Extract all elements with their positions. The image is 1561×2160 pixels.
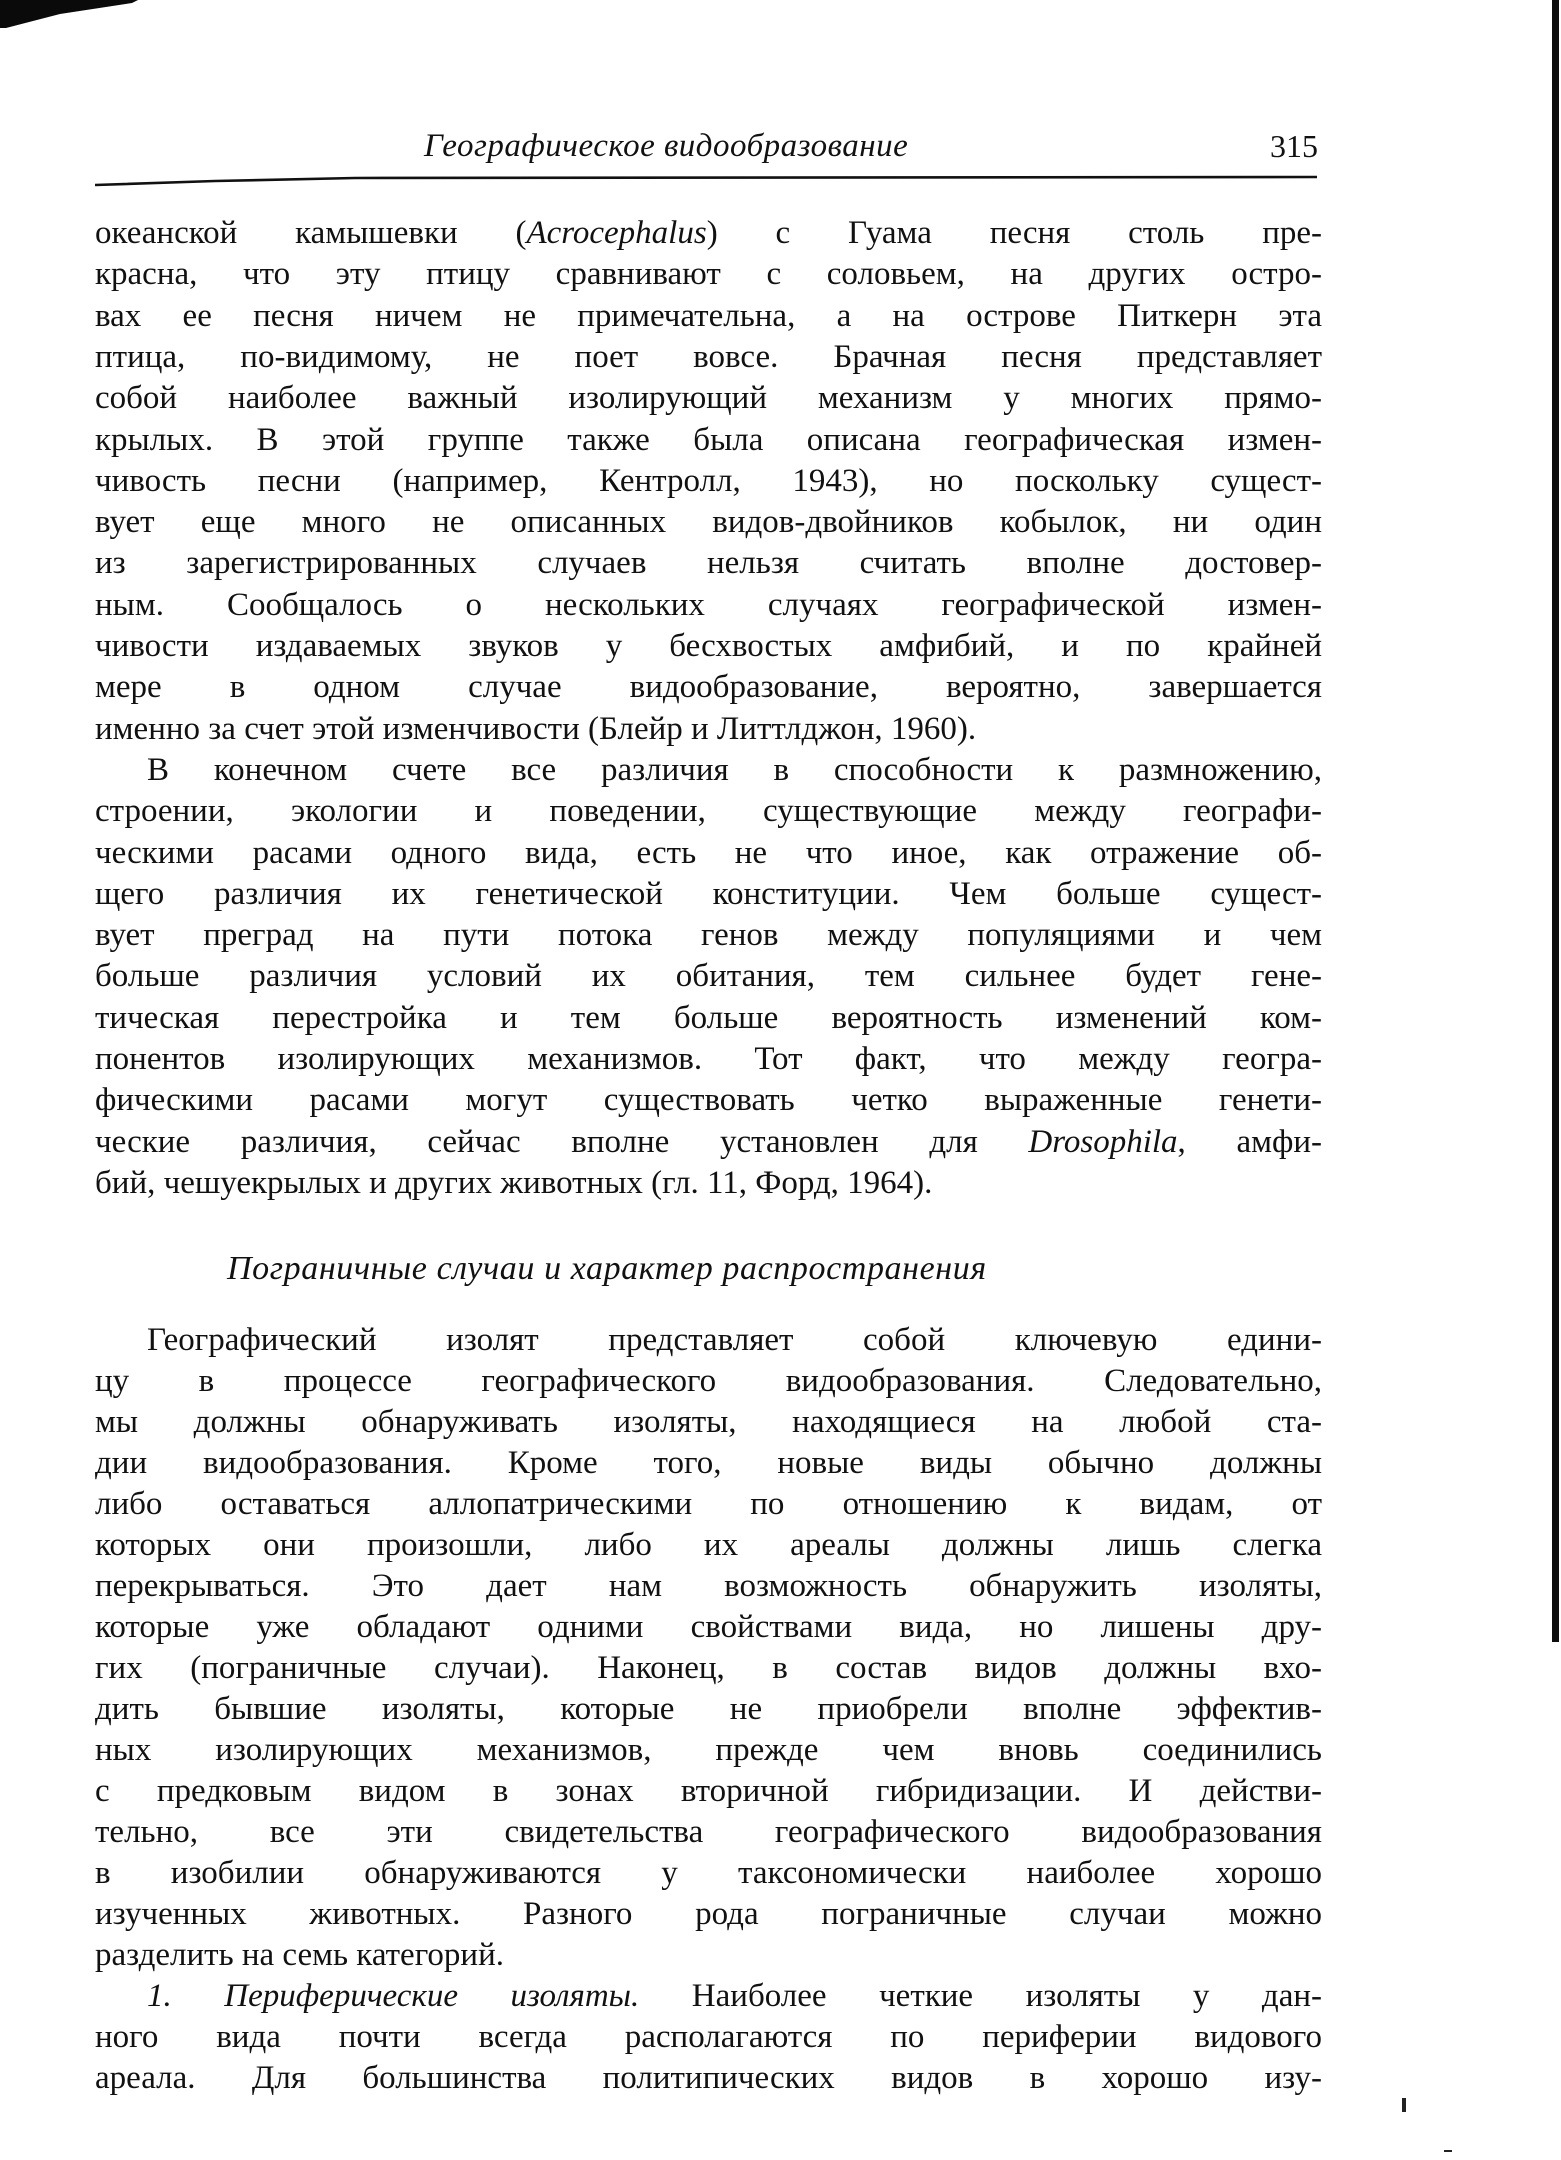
text-line: ных изолирующих механизмов, прежде чем вновь соединились bbox=[95, 1732, 1322, 1768]
text-line: мы должны обнаруживать изоляты, находящиеся на любой ста- bbox=[95, 1404, 1322, 1440]
text-run: океанской камышевки ( bbox=[95, 215, 527, 251]
text-line: гих (пограничные случаи). Наконец, в состав видов должны вхо- bbox=[95, 1650, 1322, 1686]
text-run: ческие различия, сейчас вполне установлен для bbox=[95, 1123, 1029, 1160]
text-line: изученных животных. Разного рода пограничные случаи можно bbox=[95, 1896, 1322, 1932]
scan-speck bbox=[1444, 2150, 1452, 2152]
scan-edge-shadow bbox=[1552, 0, 1559, 1642]
text-line: тельно, все эти свидетельства географического видообразования bbox=[95, 1814, 1322, 1850]
text-line: щего различия их генетической конституции. Чем больше сущест- bbox=[95, 875, 1322, 912]
text-line: либо оставаться аллопатрическими по отношению к видам, от bbox=[95, 1486, 1322, 1522]
text-line: красна, что эту птицу сравнивают с соловьем, на других остро- bbox=[95, 256, 1322, 293]
text-run: Наиболее четкие изоляты у дан- bbox=[639, 1978, 1322, 2014]
italic-term: Drosophila bbox=[1028, 1123, 1178, 1160]
text-line: перекрываться. Это дает нам возможность обнаружить изоляты, bbox=[95, 1568, 1322, 1604]
text-line: цу в процессе географического видообразования. Следовательно, bbox=[95, 1363, 1322, 1399]
text-line: вах ее песня ничем не примечательна, а на острове Питкерн эта bbox=[95, 297, 1322, 334]
text-line: из зарегистрированных случаев нельзя считать вполне достовер- bbox=[95, 545, 1322, 582]
scan-corner-shadow bbox=[0, 0, 140, 30]
text-line: мере в одном случае видообразование, вероятно, завершается bbox=[95, 669, 1322, 706]
text-line: крылых. В этой группе также была описана географическая измен- bbox=[95, 421, 1322, 458]
text-line: строении, экологии и поведении, существующие между географи- bbox=[95, 793, 1322, 830]
text-line bbox=[95, 1122, 1322, 1162]
text-run: , амфи- bbox=[1177, 1123, 1322, 1160]
text-line: с предковым видом в зонах вторичной гибридизации. И действи- bbox=[95, 1773, 1322, 1809]
italic-term: 1. Периферические изоляты. bbox=[147, 1978, 640, 2014]
text-line: В конечном счете все различия в способности к размножению, bbox=[147, 751, 1322, 788]
text-line: собой наиболее важный изолирующий механизм у многих прямо- bbox=[95, 380, 1322, 417]
text-line: вует преград на пути потока генов между популяциями и чем bbox=[95, 917, 1322, 954]
text-line bbox=[95, 213, 1322, 253]
text-line: которые уже обладают одними свойствами вида, но лишены дру- bbox=[95, 1609, 1322, 1645]
text-line: птица, по-видимому, не поет вовсе. Брачная песня представляет bbox=[95, 338, 1322, 375]
text-line: больше различия условий их обитания, тем сильнее будет гене- bbox=[95, 958, 1322, 995]
scan-speck bbox=[1402, 2098, 1406, 2112]
text-line: вует еще много не описанных видов-двойников кобылок, ни один bbox=[95, 504, 1322, 541]
text-line: ческими расами одного вида, есть не что иное, как отражение об- bbox=[95, 834, 1322, 871]
text-line: именно за счет этой изменчивости (Блейр и Литтлджон, 1960). bbox=[95, 710, 977, 747]
text-line: в изобилии обнаруживаются у таксономически наиболее хорошо bbox=[95, 1855, 1322, 1891]
running-head-title: Географическое видообразование bbox=[424, 128, 909, 164]
text-line: ным. Сообщалось о нескольких случаях географической измен- bbox=[95, 586, 1322, 623]
text-run: ) с Гуама песня столь пре- bbox=[706, 215, 1322, 251]
section-heading: Пограничные случаи и характер распространения bbox=[227, 1250, 987, 1287]
text-line: чивости издаваемых звуков у бесхвостых амфибий, и по крайней bbox=[95, 628, 1322, 664]
text-line: разделить на семь категорий. bbox=[95, 1937, 504, 1973]
text-line: ареала. Для большинства политипических видов в хорошо изу- bbox=[95, 2060, 1322, 2096]
text-line: понентов изолирующих механизмов. Тот факт, что между геогра- bbox=[95, 1041, 1322, 1077]
text-line: ного вида почти всегда располагаются по периферии видового bbox=[95, 2019, 1322, 2055]
text-line: дии видообразования. Кроме того, новые виды обычно должны bbox=[95, 1445, 1322, 1481]
header-rule bbox=[95, 170, 1317, 190]
text-line: бий, чешуекрылых и других животных (гл. 11, Форд, 1964). bbox=[95, 1164, 933, 1201]
text-line: Географический изолят представляет собой ключевую едини- bbox=[147, 1322, 1322, 1358]
text-line: чивость песни (например, Кентролл, 1943), но поскольку сущест- bbox=[95, 462, 1322, 499]
page-number: 315 bbox=[1270, 128, 1318, 164]
text-line: которых они произошли, либо их ареалы должны лишь слегка bbox=[95, 1527, 1322, 1563]
text-line: тическая перестройка и тем больше вероятность изменений ком- bbox=[95, 999, 1322, 1036]
text-line: дить бывшие изоляты, которые не приобрели вполне эффектив- bbox=[95, 1691, 1322, 1727]
italic-term: Acrocephalus bbox=[526, 215, 707, 251]
text-line bbox=[147, 1976, 1322, 2016]
text-line: фическими расами могут существовать четко выраженные генети- bbox=[95, 1082, 1322, 1119]
